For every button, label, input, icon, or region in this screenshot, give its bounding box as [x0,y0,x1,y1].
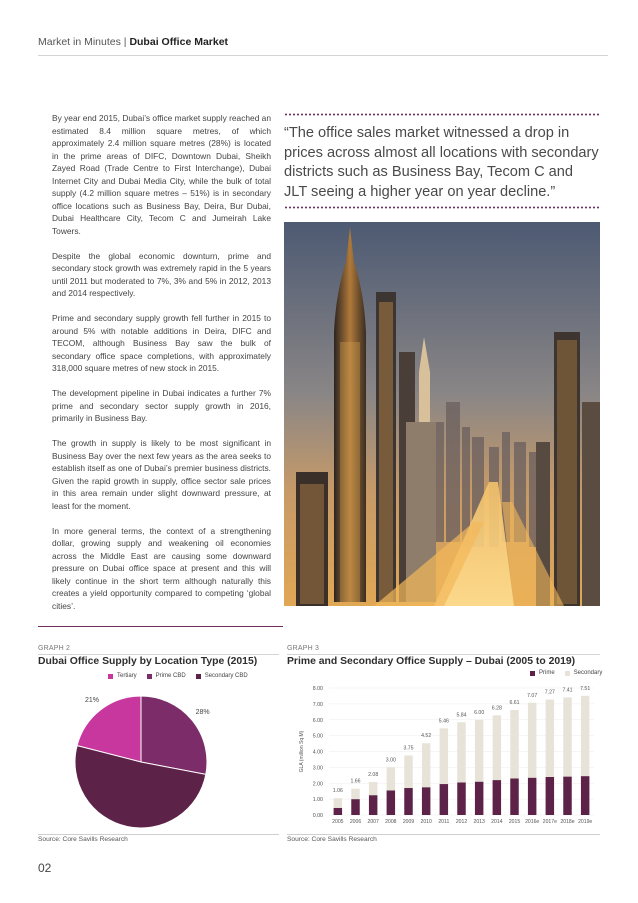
legend-item [530,670,555,676]
bar-chart [287,680,600,832]
bar-prime-2015 [510,778,518,815]
bar-secondary-2008 [387,767,395,790]
bar-prime-2006 [351,799,359,815]
y-tick-label: 6.00 [312,717,323,724]
graph3-legend [530,670,602,676]
bar-total-label: 6.00 [474,709,485,716]
y-axis-label: GLA (million Sq M) [299,730,305,773]
x-tick-label: 2005 [332,819,344,825]
bar-prime-2014 [493,780,501,815]
pie-slice-prime-cbd [141,696,207,774]
y-tick-label: 5.00 [312,733,323,740]
bar-total-label: 7.51 [580,685,591,692]
graph2-bottom-rule [38,834,279,835]
bar-prime-2009 [404,788,412,815]
x-tick-label: 2012 [455,819,468,825]
bar-total-label: 1.66 [350,778,361,785]
legend-label: Secondary CBD [204,673,248,679]
y-tick-label: 4.00 [312,749,323,756]
bar-prime-2013 [475,782,483,815]
bar-prime-2011 [440,784,448,815]
legend-label: Secondary [573,670,603,676]
x-tick-label: 2019e [578,819,593,825]
bar-prime-2017e [546,777,554,815]
bar-secondary-2018e [563,697,571,776]
page-number: 02 [38,861,52,875]
y-tick-label: 1.00 [312,797,323,804]
bar-secondary-2012 [457,722,465,782]
legend-label: Prime CBD [155,673,186,679]
graph3-top-rule [287,654,600,655]
bar-secondary-2005 [334,798,342,808]
y-tick-label: 8.00 [312,686,323,692]
bar-secondary-2007 [369,782,377,795]
bar-prime-2019e [581,776,589,815]
bar-secondary-2014 [493,715,501,780]
legend-swatch [196,674,201,679]
legend-item [108,673,137,679]
pie-slice-label: 21% [84,696,99,704]
legend-swatch [565,671,570,676]
body-paragraph: The development pipeline in Dubai indicates a further 7% prime and secondary sector supply growth in 2016, primarily in Business Bay. [52,388,271,423]
pull-quote: “The office sales market witnessed a drop in prices across almost all locations with secondary districts such as Business Bay, Tecom C and JLT seeing a higher year on year decline.” [284,125,599,200]
y-tick-label: 0.00 [312,813,323,819]
header-divider [38,55,608,56]
graph2-label: GRAPH 2 [38,645,71,652]
graph3-title: Prime and Secondary Office Supply – Dubai (2005 to 2019) [287,656,576,667]
graph3-bottom-rule [287,834,600,835]
x-tick-label: 2007 [367,819,379,825]
bar-total-label: 4.52 [421,733,432,740]
bar-secondary-2017e [546,700,554,777]
x-tick-label: 2006 [349,819,362,825]
body-paragraph: By year end 2015, Dubai’s office market supply reached an estimated 8.4 million square metres, of which approximately 2.4 million square metres (28%) is located in the prime areas of DIFC, Downtown Dubai, Sheikh Zayed Road (Trade Centre to First Interchange), Dubai Internet City and Dubai Media City, while the bulk of total supply (4.2 million square metres – 51%) is in secondary office locations such as Business Bay, Deira, Bur Dubai, Dubai Healthcare City, Tecom C and Jumeirah Lake Towers. [52,113,271,236]
pie-slice-label: 28% [195,709,210,717]
bar-total-label: 7.07 [527,692,538,699]
header-section: Market in Minutes | [38,36,130,48]
graph2-source: Source: Core Savills Research [38,836,128,843]
x-tick-label: 2014 [491,819,503,825]
x-tick-label: 2013 [473,819,485,825]
quote-top-dotted-rule [284,113,600,116]
bar-total-label: 7.41 [562,687,573,694]
bar-prime-2012 [457,782,465,815]
legend-label: Tertiary [117,673,137,679]
graph2-top-rule [38,654,279,655]
dubai-skyline-photo [284,222,600,606]
bar-total-label: 6.61 [509,700,520,707]
bar-prime-2010 [422,787,430,815]
pie-chart [38,682,279,832]
x-tick-label: 2010 [420,819,432,825]
bar-secondary-2016e [528,703,536,778]
bar-secondary-2013 [475,720,483,782]
bar-secondary-2015 [510,710,518,778]
bar-total-label: 3.00 [385,757,396,764]
graph2-title: Dubai Office Supply by Location Type (2015) [38,656,258,667]
legend-item [196,673,248,679]
graph3-source: Source: Core Savills Research [287,836,377,843]
quote-bottom-dotted-rule [284,206,600,209]
legend-swatch [108,674,113,679]
body-paragraph: The growth in supply is likely to be most significant in Business Bay over the next few years as the area seeks to establish itself as one of Dubai’s premier business districts. Given the rapid growth in supply, office sector sale prices in this area remain under slight downward pressure, at least for the moment. [52,438,271,511]
x-tick-label: 2017e [542,819,557,825]
bar-secondary-2011 [440,728,448,784]
bar-secondary-2009 [404,755,412,788]
bar-prime-2018e [563,777,571,815]
bar-total-label: 6.28 [491,705,502,712]
y-tick-label: 7.00 [312,701,323,708]
x-tick-label: 2008 [385,819,397,825]
bar-total-label: 1.06 [332,788,343,795]
body-text-column [38,112,283,627]
x-tick-label: 2009 [402,819,415,825]
bar-total-label: 2.08 [368,771,379,778]
bar-secondary-2010 [422,743,430,787]
y-tick-label: 3.00 [312,765,323,772]
x-tick-label: 2016e [525,819,540,825]
legend-item [147,673,186,679]
bar-secondary-2019e [581,696,589,776]
bar-total-label: 7.27 [544,689,555,696]
x-tick-label: 2011 [438,819,450,825]
bar-total-label: 5.84 [456,712,467,719]
body-paragraph: In more general terms, the context of a strengthening dollar, growing supply and weakening oil economies across the Middle East are causing some downward pressure on Dubai office space at present and this will likely continue in the short term although naturally this creates a yield opportunity compared to competing ‘global cities’. [52,525,271,611]
bar-prime-2005 [334,808,342,815]
x-tick-label: 2018e [560,819,575,825]
body-paragraph: Prime and secondary supply growth fell further in 2015 to around 5% with notable additions in Deira, DIFC and TECOM, although Business Bay saw the bulk of secondary office space completions, with approximately 318,000 square metres of new stock in 2015. [52,313,271,373]
bar-prime-2008 [387,790,395,815]
legend-label: Prime [539,670,555,676]
legend-swatch [147,674,152,679]
graph2-legend [108,673,248,679]
bar-secondary-2006 [351,789,359,799]
y-tick-label: 2.00 [312,781,323,788]
legend-swatch [530,671,535,676]
x-tick-label: 2015 [508,819,521,825]
bar-prime-2007 [369,795,377,815]
bar-prime-2016e [528,778,536,815]
bar-total-label: 3.75 [403,745,414,752]
running-header [38,36,228,48]
graph3-label: GRAPH 3 [287,645,320,652]
body-paragraph: Despite the global economic downturn, prime and secondary stock growth was extremely rapid in the 5 years until 2011 but moderated to 7%, 3% and 5% in 2012, 2013 and 2014 respectively. [52,250,271,298]
header-title: Dubai Office Market [129,36,229,48]
bar-total-label: 5.46 [438,718,449,725]
legend-item [565,670,603,676]
